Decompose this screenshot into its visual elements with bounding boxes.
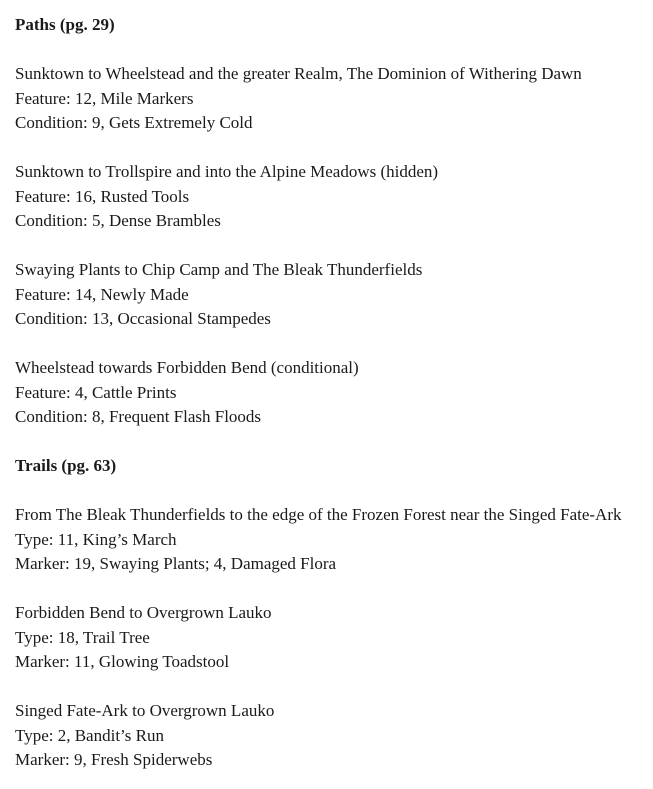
trail-entry bbox=[15, 503, 653, 577]
path-feature: Feature: 14, Newly Made bbox=[15, 284, 189, 304]
path-route: Sunktown to Trollspire and into the Alpine Meadows (hidden) bbox=[15, 162, 439, 181]
trail-type: Type: 2, Bandit’s Run bbox=[15, 725, 164, 745]
path-entry bbox=[15, 356, 653, 430]
trail-marker: Marker: 11, Glowing Toadstool bbox=[15, 652, 230, 671]
path-entry bbox=[15, 160, 653, 234]
trail-marker: Marker: 9, Fresh Spiderwebs bbox=[15, 750, 213, 769]
path-condition: Condition: 5, Dense Brambles bbox=[15, 211, 221, 230]
trails-heading: Trails (pg. 63) bbox=[15, 456, 117, 475]
trail-marker: Marker: 19, Swaying Plants; 4, Damaged Flora bbox=[15, 554, 337, 573]
path-feature: Feature: 12, Mile Markers bbox=[15, 88, 194, 108]
path-condition: Condition: 9, Gets Extremely Cold bbox=[15, 113, 253, 132]
path-feature: Feature: 16, Rusted Tools bbox=[15, 186, 190, 206]
path-condition: Condition: 8, Frequent Flash Floods bbox=[15, 407, 262, 426]
trail-type: Type: 18, Trail Tree bbox=[15, 627, 150, 647]
trail-route: Forbidden Bend to Overgrown Lauko bbox=[15, 603, 272, 622]
trail-type: Type: 11, King’s March bbox=[15, 529, 177, 549]
path-route: Swaying Plants to Chip Camp and The Bleak Thunderfields bbox=[15, 260, 423, 279]
path-route: Wheelstead towards Forbidden Bend (conditional) bbox=[15, 358, 359, 377]
path-route: Sunktown to Wheelstead and the greater Realm, The Dominion of Withering Dawn bbox=[15, 64, 582, 83]
trail-entry bbox=[15, 699, 653, 773]
trail-route: Singed Fate-Ark to Overgrown Lauko bbox=[15, 701, 275, 720]
path-entry bbox=[15, 258, 653, 332]
paths-heading: Paths (pg. 29) bbox=[15, 15, 115, 34]
trail-route: From The Bleak Thunderfields to the edge of the Frozen Forest near the Singed Fate-Ark bbox=[15, 505, 622, 524]
trail-entry bbox=[15, 601, 653, 675]
path-entry bbox=[15, 62, 653, 136]
path-condition: Condition: 13, Occasional Stampedes bbox=[15, 309, 271, 328]
path-feature: Feature: 4, Cattle Prints bbox=[15, 382, 177, 402]
